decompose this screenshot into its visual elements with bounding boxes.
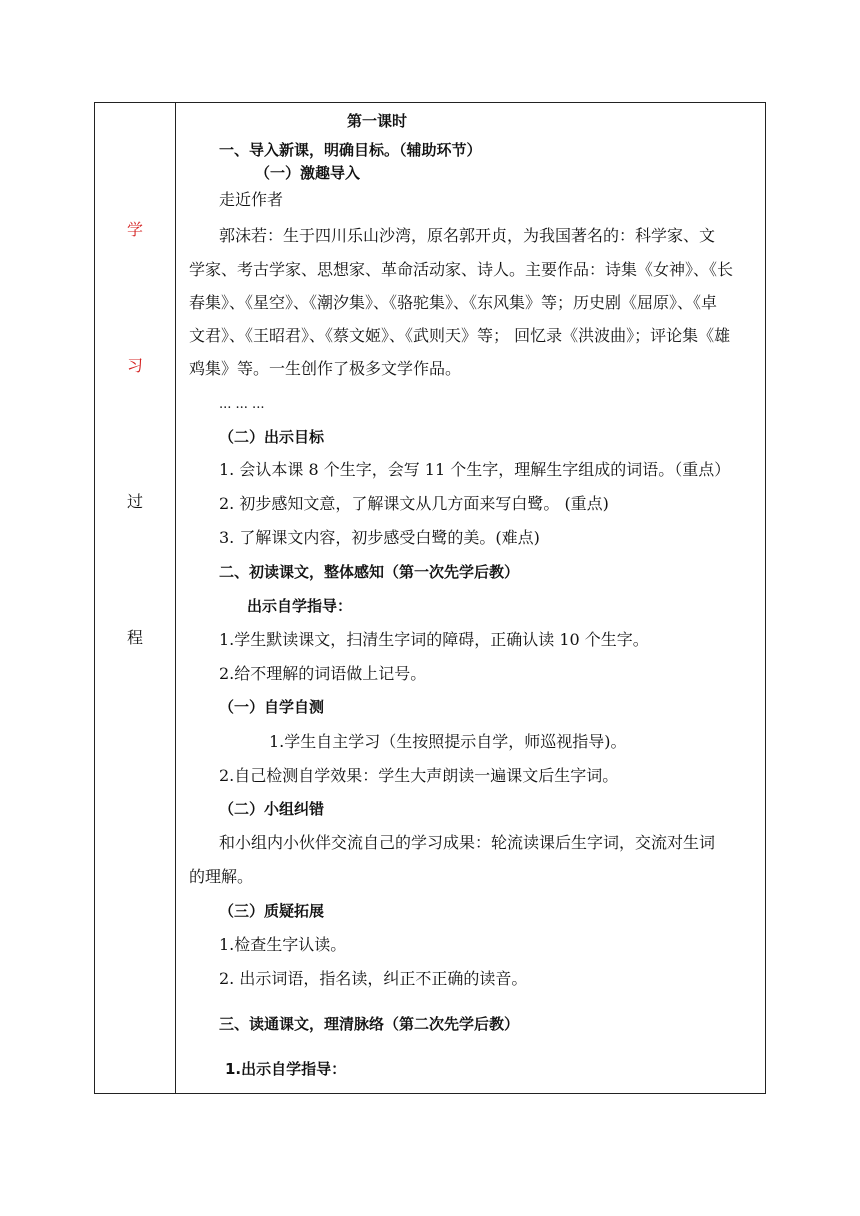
paragraph-line: 鸡集》等。一生创作了极多文学作品。 bbox=[189, 359, 462, 378]
sidebar-char-4: 程 bbox=[126, 628, 143, 647]
paragraph-line: 走近作者 bbox=[219, 190, 284, 209]
column-divider bbox=[175, 103, 176, 1093]
section-heading-1: 一、导入新课，明确目标。（辅助环节） bbox=[219, 141, 482, 159]
goal-item-3: 3. 了解课文内容，初步感受白鹭的美。(难点) bbox=[219, 528, 540, 547]
paragraph-line: 文君》、《王昭君》、《蔡文姬》、《武则天》等； 回忆录《洪波曲》；评论集《雄 bbox=[189, 326, 731, 345]
subheading: （二）出示目标 bbox=[219, 428, 325, 446]
paragraph-line: 春集》、《星空》、《潮汐集》、《骆驼集》、《东风集》等；历史剧《屈原》、《卓 bbox=[189, 293, 718, 312]
lesson-table bbox=[94, 102, 766, 1094]
goal-item-1: 1. 会认本课 8 个生字，会写 11 个生字，理解生字组成的词语。（重点） bbox=[219, 460, 731, 479]
lesson-content bbox=[191, 103, 767, 1095]
paragraph-line: 1.学生默读课文，扫清生字词的障碍，正确认读 10 个生字。 bbox=[219, 630, 649, 649]
paragraph-line: 2. 出示词语，指名读，纠正不正确的读音。 bbox=[219, 969, 528, 988]
ellipsis-line: ... ... ... bbox=[219, 397, 265, 412]
section-heading-3: 三、读通课文，理清脉络（第二次先学后教） bbox=[219, 1015, 520, 1033]
paragraph-line: 和小组内小伙伴交流自己的学习成果：轮流读课后生字词，交流对生词 bbox=[219, 833, 716, 852]
subheading: （一）自学自测 bbox=[219, 698, 325, 716]
paragraph-line: 1.学生自主学习（生按照提示自学，师巡视指导)。 bbox=[269, 732, 627, 751]
section-heading-2: 二、初读课文，整体感知（第一次先学后教） bbox=[219, 563, 520, 581]
goal-item-2: 2. 初步感知文意，了解课文从几方面来写白鹭。 (重点) bbox=[219, 494, 609, 513]
paragraph-line: 2.给不理解的词语做上记号。 bbox=[219, 664, 427, 683]
sidebar-char-3: 过 bbox=[126, 492, 143, 511]
sidebar-char-1: 学 bbox=[126, 220, 143, 239]
paragraph-line: 学家、考古学家、思想家、革命活动家、诗人。主要作品：诗集《女神》、《长 bbox=[189, 260, 734, 279]
paragraph-line: 2.自己检测自学效果：学生大声朗读一遍课文后生字词。 bbox=[219, 766, 619, 785]
paragraph-line: 郭沫若：生于四川乐山沙湾，原名郭开贞，为我国著名的：科学家、文 bbox=[219, 226, 716, 245]
paragraph-line: 1.检查生字认读。 bbox=[219, 935, 347, 954]
lesson-title: 第一课时 bbox=[347, 112, 408, 130]
subheading: （一）激趣导入 bbox=[255, 164, 361, 182]
subheading: 1.出示自学指导： bbox=[225, 1060, 347, 1078]
paragraph-line: 的理解。 bbox=[189, 867, 254, 886]
subheading: （二）小组纠错 bbox=[219, 800, 325, 818]
sidebar-char-2: 习 bbox=[126, 356, 143, 375]
subheading: 出示自学指导： bbox=[247, 597, 353, 615]
subheading: （三）质疑拓展 bbox=[219, 902, 325, 920]
